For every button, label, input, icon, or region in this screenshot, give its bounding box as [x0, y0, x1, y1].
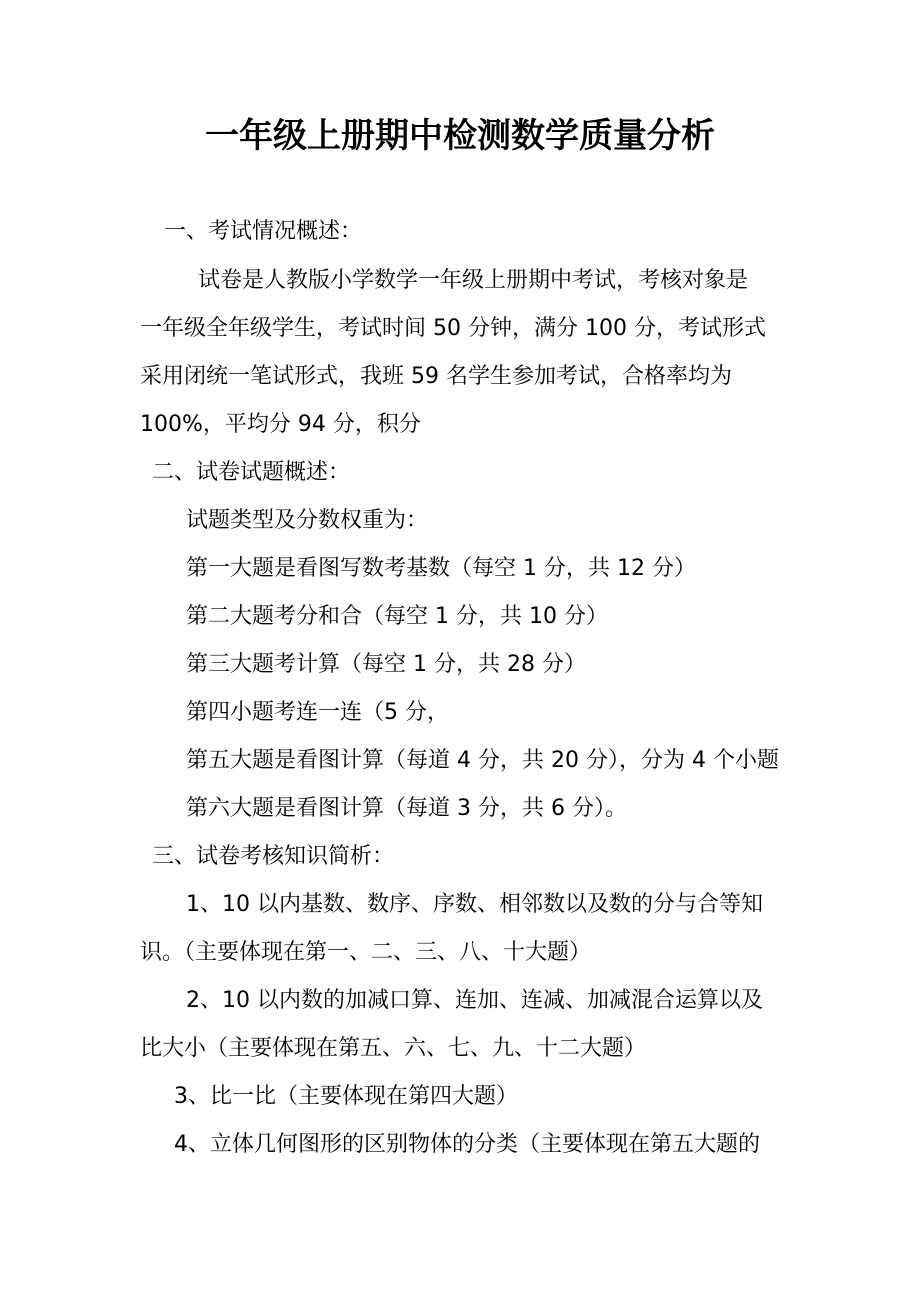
- paragraph-line: 比大小（主要体现在第五、六、七、九、十二大题）: [140, 1036, 647, 1061]
- section-heading-3: 三、试卷考核知识简析：: [152, 844, 395, 869]
- paragraph-line: 100%，平均分 94 分，积分: [140, 412, 421, 437]
- paragraph-line: 试卷是人教版小学数学一年级上册期中考试，考核对象是: [198, 268, 749, 293]
- paragraph-line: 试题类型及分数权重为：: [186, 508, 429, 533]
- list-item: 1、10 以内基数、数序、序数、相邻数以及数的分与合等知: [186, 892, 763, 917]
- section-heading-2: 二、试卷试题概述：: [152, 460, 351, 485]
- list-item: 第一大题是看图写数考基数（每空 1 分，共 12 分）: [186, 556, 696, 581]
- paragraph-line: 识。（主要体现在第一、二、三、八、十大题）: [140, 940, 592, 965]
- list-item: 第二大题考分和合（每空 1 分，共 10 分）: [186, 604, 608, 629]
- paragraph-line: 一年级全年级学生，考试时间 50 分钟，满分 100 分，考试形式: [140, 316, 766, 341]
- section-heading-1: 一、考试情况概述：: [164, 219, 363, 244]
- list-item: 4、立体几何图形的区别物体的分类（主要体现在第五大题的: [174, 1132, 760, 1157]
- list-item: 第三大题考计算（每空 1 分，共 28 分）: [186, 652, 586, 677]
- list-item: 3、比一比（主要体现在第四大题）: [174, 1084, 518, 1109]
- list-item: 2、10 以内数的加减口算、连加、连减、加减混合运算以及: [186, 988, 763, 1013]
- list-item: 第五大题是看图计算（每道 4 分，共 20 分），分为 4 个小题: [186, 748, 779, 773]
- list-item: 第四小题考连一连（5 分，: [186, 700, 449, 725]
- paragraph-line: 采用闭统一笔试形式，我班 59 名学生参加考试，合格率均为: [140, 364, 732, 389]
- document-title: 一年级上册期中检测数学质量分析: [205, 116, 715, 156]
- list-item: 第六大题是看图计算（每道 3 分，共 6 分）。: [186, 796, 627, 821]
